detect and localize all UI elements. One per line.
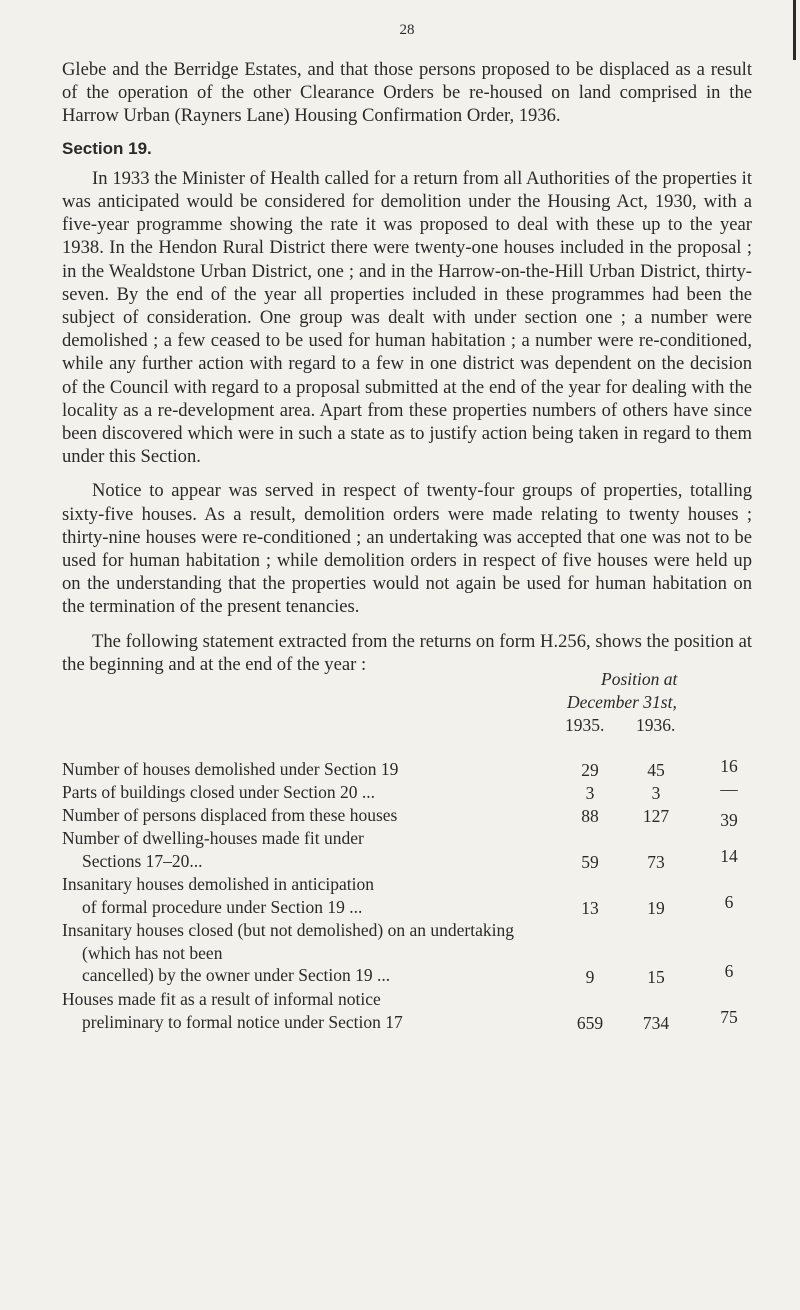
paragraph-1: In 1933 the Minister of Health called for a return from all Authorities of the properties it was anticipated would be considered for demolition under the Housing Act, 1930, with a five-year programme showing the rate it was proposed to deal with these up to the year 1938. In the Hendon Rural District there were twenty-one houses included in the proposal ; in the Wealdstone Urban District, one ; and in the Harrow-on-the-Hill Urban District, thirty-seven. By the end of the year all properties included in these programmes had been the subject of consideration. One group was dealt with under section one ; a number were demolished ; a few ceased to be used for human habitation ; a number were re-conditioned, while any further action with regard to a few in one district was dependent on the decision of the Council with regard to a proposal submitted at the end of the year for dealing with the locality as a re-development area. Apart from these properties numbers of others have since been discovered which were in such a state as to justify action being taken in regard to them under this Section.: [62, 167, 752, 468]
paragraph-3: The following statement extracted from the returns on form H.256, shows the position at the beginning and at the end of the year :: [62, 630, 752, 675]
header-year-1936: 1936.: [636, 715, 676, 735]
row-label: [62, 873, 548, 918]
page-edge-mark: [793, 0, 796, 60]
value-1935: 59: [581, 851, 599, 872]
statement-table: [62, 755, 752, 1034]
value-difference: —: [720, 778, 738, 799]
table-row: [62, 755, 752, 781]
value-difference: 75: [720, 1006, 738, 1027]
value-difference: 39: [720, 809, 738, 830]
row-label: [62, 919, 548, 987]
value-1936: 15: [647, 966, 665, 987]
value-1936: 734: [642, 1012, 670, 1033]
header-year-1935: 1935.: [565, 715, 605, 735]
row-label: Number of persons displaced from these houses: [62, 805, 398, 825]
value-1936: 3: [651, 782, 661, 803]
row-label-line-2: cancelled) by the owner under Section 19 ...: [82, 965, 391, 985]
table-row: [62, 778, 752, 804]
value-1935: 13: [581, 897, 599, 918]
value-difference: 6: [724, 960, 734, 981]
row-label: [62, 988, 548, 1033]
intro-paragraph: Glebe and the Berridge Estates, and that those persons proposed to be displaced as a result of the operation of the other Clearance Orders be re-housed on land comprised in the Harrow Urban (Rayners Lane) Housing Confirmation Order, 1936.: [62, 59, 752, 127]
value-difference: 6: [724, 891, 734, 912]
table-row: [62, 873, 752, 919]
value-1935: 3: [585, 782, 595, 803]
table-row: [62, 827, 752, 873]
value-1935: 9: [585, 966, 595, 987]
row-label-line-1: Insanitary houses demolished in anticipation: [62, 874, 375, 894]
row-label: Parts of buildings closed under Section 20 ...: [62, 782, 376, 802]
value-difference: 14: [720, 845, 738, 866]
page-number: 28: [399, 22, 415, 38]
section-heading: Section 19.: [62, 138, 152, 158]
paragraph-2: Notice to appear was served in respect of twenty-four groups of properties, totalling sixty-five houses. As a result, demolition orders were made relating to twenty houses ; thirty-nine houses were re-conditioned ; an undertaking was accepted that one was not to be used for human habitation ; while demolition orders in respect of five houses were held up on the understanding that the properties would not again be used for human habitation on the termination of the present tenancies.: [62, 480, 752, 618]
header-position-at: Position at: [601, 669, 678, 689]
value-1935: 88: [581, 805, 599, 826]
body-text: [62, 58, 752, 676]
value-1936: 127: [642, 805, 670, 826]
row-label-line-2: preliminary to formal notice under Section 17: [82, 1011, 403, 1032]
row-label-line-1: Number of dwelling-houses made fit under: [62, 828, 364, 848]
value-1935: 659: [576, 1012, 604, 1033]
table-row: [62, 988, 752, 1034]
row-label-line-1: Houses made fit as a result of informal notice: [62, 989, 381, 1009]
value-difference: 16: [720, 755, 738, 776]
value-1936: 45: [647, 759, 665, 780]
table-row: [62, 919, 752, 988]
row-label-line-2: Sections 17–20...: [82, 850, 203, 871]
header-december: December 31st,: [567, 692, 677, 712]
value-1936: 73: [647, 851, 665, 872]
row-label-line-2: of formal procedure under Section 19 ...: [82, 896, 363, 917]
row-label: Number of houses demolished under Section 19: [62, 759, 399, 779]
row-label-line-1: Insanitary houses closed (but not demolished) on an undertaking (which has not been: [62, 920, 514, 963]
value-1935: 29: [581, 759, 599, 780]
row-label: [62, 827, 548, 872]
value-1936: 19: [647, 897, 665, 918]
table-row: [62, 804, 752, 830]
